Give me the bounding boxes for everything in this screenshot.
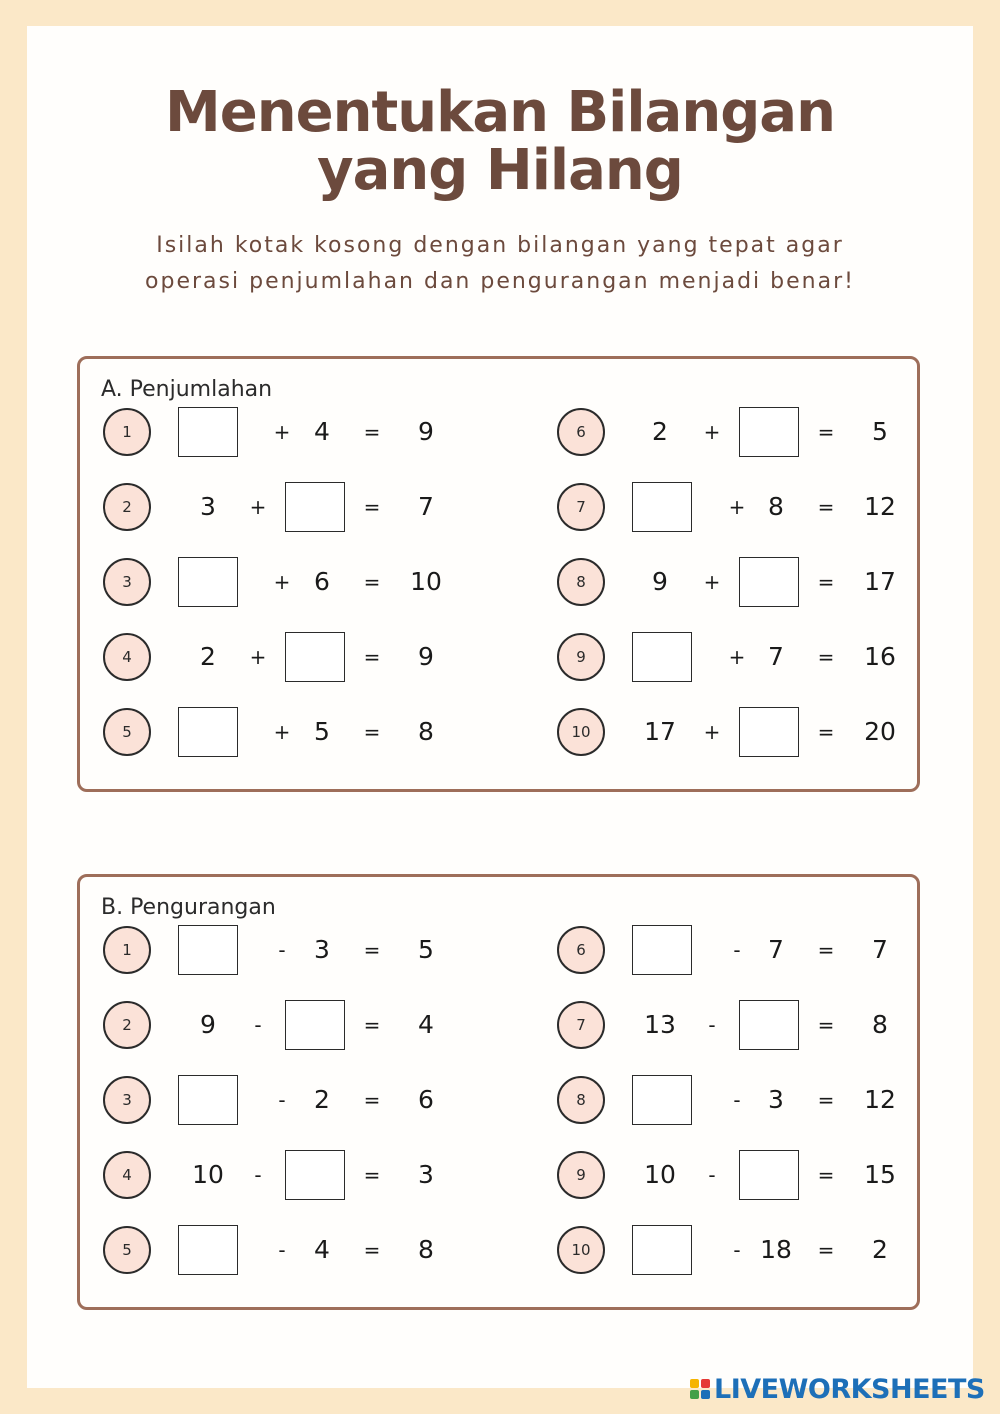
page-title [0,80,1000,203]
equals-sign: = [363,1013,381,1037]
result-value: 17 [864,567,896,596]
answer-box[interactable] [739,1000,799,1050]
result-value: 8 [872,1010,888,1039]
equals-sign: = [363,938,381,962]
instructions [0,228,1000,300]
operand-value: 3 [314,935,330,964]
problem-number-badge: 6 [557,408,605,456]
problem-number-badge: 5 [103,1226,151,1274]
section-addition [77,356,920,792]
section-title: A. Penjumlahan [101,377,273,402]
operand-value: 9 [200,1010,216,1039]
operand-value: 7 [768,642,784,671]
title-line-1: Menentukan Bilangan [165,80,835,145]
problem-number-badge: 7 [557,1001,605,1049]
answer-box[interactable] [632,482,692,532]
operand-value: 2 [200,642,216,671]
section-subtraction [77,874,920,1310]
operator-sign: + [728,495,746,519]
operand-value: 5 [314,717,330,746]
answer-box[interactable] [285,1150,345,1200]
operand-value: 18 [760,1235,792,1264]
operand-value: 17 [644,717,676,746]
operator-sign: + [249,495,267,519]
operand-value: 8 [768,492,784,521]
result-value: 10 [410,567,442,596]
operand-value: 4 [314,1235,330,1264]
answer-box[interactable] [632,925,692,975]
equals-sign: = [817,1238,835,1262]
equals-sign: = [817,1013,835,1037]
result-value: 9 [418,642,434,671]
operand-value: 2 [314,1085,330,1114]
operator-sign: - [733,1238,741,1262]
answer-box[interactable] [632,632,692,682]
operand-value: 2 [652,417,668,446]
operator-sign: + [703,570,721,594]
answer-box[interactable] [285,632,345,682]
result-value: 20 [864,717,896,746]
equals-sign: = [363,720,381,744]
operator-sign: + [728,645,746,669]
equals-sign: = [363,420,381,444]
result-value: 7 [418,492,434,521]
problem-number-badge: 4 [103,1151,151,1199]
result-value: 6 [418,1085,434,1114]
operator-sign: - [254,1163,262,1187]
operand-value: 6 [314,567,330,596]
problem-number-badge: 8 [557,558,605,606]
answer-box[interactable] [739,707,799,757]
operand-value: 3 [768,1085,784,1114]
equals-sign: = [363,1088,381,1112]
equals-sign: = [817,1163,835,1187]
equals-sign: = [363,1163,381,1187]
answer-box[interactable] [178,1075,238,1125]
result-value: 7 [872,935,888,964]
answer-box[interactable] [632,1225,692,1275]
problem-number-badge: 2 [103,1001,151,1049]
answer-box[interactable] [178,557,238,607]
operator-sign: - [708,1013,716,1037]
operator-sign: + [703,720,721,744]
answer-box[interactable] [178,707,238,757]
logo-text: LIVEWORKSHEETS [714,1373,985,1405]
equals-sign: = [363,1238,381,1262]
problem-number-badge: 9 [557,633,605,681]
problem-number-badge: 9 [557,1151,605,1199]
result-value: 8 [418,1235,434,1264]
section-title: B. Pengurangan [101,895,276,920]
operator-sign: - [254,1013,262,1037]
problem-number-badge: 4 [103,633,151,681]
operand-value: 10 [192,1160,224,1189]
result-value: 12 [864,492,896,521]
problem-number-badge: 1 [103,926,151,974]
result-value: 5 [872,417,888,446]
result-value: 4 [418,1010,434,1039]
problem-number-badge: 5 [103,708,151,756]
problem-number-badge: 7 [557,483,605,531]
problem-number-badge: 6 [557,926,605,974]
operator-sign: + [273,720,291,744]
equals-sign: = [363,495,381,519]
operator-sign: - [708,1163,716,1187]
problem-number-badge: 1 [103,408,151,456]
operand-value: 9 [652,567,668,596]
equals-sign: = [817,495,835,519]
equals-sign: = [363,645,381,669]
problem-number-badge: 3 [103,1076,151,1124]
operand-value: 3 [200,492,216,521]
result-value: 2 [872,1235,888,1264]
operator-sign: - [733,938,741,962]
result-value: 3 [418,1160,434,1189]
result-value: 15 [864,1160,896,1189]
problem-number-badge: 10 [557,1226,605,1274]
liveworksheets-logo-icon [690,1379,710,1399]
equals-sign: = [817,720,835,744]
answer-box[interactable] [632,1075,692,1125]
operator-sign: + [249,645,267,669]
operator-sign: + [273,420,291,444]
title-line-2: yang Hilang [317,138,683,203]
operand-value: 4 [314,417,330,446]
result-value: 16 [864,642,896,671]
instructions-line-1: Isilah kotak kosong dengan bilangan yang tepat agar [156,233,844,258]
equals-sign: = [817,1088,835,1112]
result-value: 5 [418,935,434,964]
operator-sign: + [703,420,721,444]
operand-value: 13 [644,1010,676,1039]
result-value: 12 [864,1085,896,1114]
answer-box[interactable] [285,482,345,532]
operator-sign: - [278,1238,286,1262]
result-value: 9 [418,417,434,446]
operator-sign: + [273,570,291,594]
answer-box[interactable] [178,925,238,975]
problem-number-badge: 2 [103,483,151,531]
problem-number-badge: 10 [557,708,605,756]
equals-sign: = [817,570,835,594]
equals-sign: = [817,938,835,962]
answer-box[interactable] [178,1225,238,1275]
equals-sign: = [363,570,381,594]
operator-sign: - [278,938,286,962]
problem-number-badge: 3 [103,558,151,606]
problem-number-badge: 8 [557,1076,605,1124]
operand-value: 10 [644,1160,676,1189]
liveworksheets-logo[interactable] [690,1372,985,1406]
operand-value: 7 [768,935,784,964]
answer-box[interactable] [739,557,799,607]
equals-sign: = [817,420,835,444]
operator-sign: - [733,1088,741,1112]
answer-box[interactable] [285,1000,345,1050]
result-value: 8 [418,717,434,746]
equals-sign: = [817,645,835,669]
operator-sign: - [278,1088,286,1112]
answer-box[interactable] [739,1150,799,1200]
instructions-line-2: operasi penjumlahan dan pengurangan menjadi benar! [145,269,855,294]
answer-box[interactable] [178,407,238,457]
answer-box[interactable] [739,407,799,457]
